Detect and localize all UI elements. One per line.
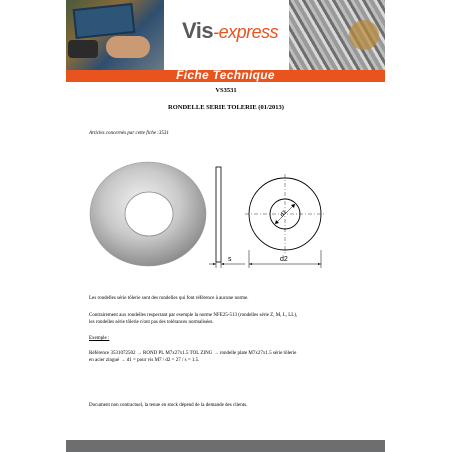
footer-bar <box>66 440 385 452</box>
washer-photo <box>90 162 206 266</box>
example-body: Référence 3531072502 → ROND PL M7x27x1.5 TOL ZING → rondelle plate M7x27x1.5 série tôlerie en acier zingué → d1 = pour vis M7 / d2 = 27 / s = 1.5. <box>89 351 297 363</box>
vis-express-logo: Vis-express <box>182 18 279 43</box>
example-title: Exemple : <box>89 336 110 341</box>
disclaimer: Document non contractuel, la tenue en stock dépend de la demande des clients. <box>89 403 248 408</box>
side-view <box>209 167 245 268</box>
tools-photo <box>66 0 164 70</box>
screws-photo <box>289 0 385 70</box>
label-s: s <box>228 256 232 263</box>
label-d2: d2 <box>280 256 288 263</box>
product-reference: VS3531 <box>215 87 237 94</box>
front-view <box>245 174 325 268</box>
product-title: RONDELLE SERIE TOLERIE (01/2013) <box>168 104 284 111</box>
logo-area <box>164 0 289 70</box>
banner-title: Fiche Technique <box>176 68 275 82</box>
paragraph-intro: Les rondelles série tôlerie sont des rondelles qui font référence à aucune norme. <box>89 296 249 301</box>
articles-note: Articles concernés par cette fiche :3531 <box>89 131 169 136</box>
paragraph-norms: Contrairement aux rondelles respectant par exemple la norme NFE25-513 (rondelles série Z, M, L, LL), les rondelles série tôlerie n'ont pas des tolérances normalisées. <box>89 313 298 325</box>
label-d1: d1 <box>279 209 289 219</box>
header-banner <box>66 0 385 70</box>
washer-drawing <box>85 160 335 275</box>
